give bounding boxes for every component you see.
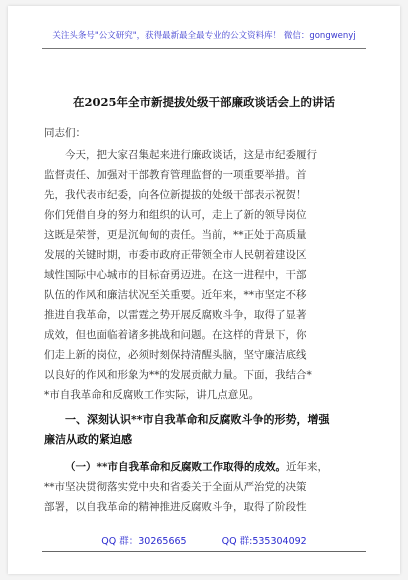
subsection-heading-tail: 近年来， [285, 461, 328, 473]
section-heading-line: 廉洁从政的紧迫感 [44, 433, 132, 446]
paragraph-line: 推进自我革命，以雷霆之势开展反腐败斗争，取得了显著 [44, 309, 307, 321]
paragraph-line: 以良好的作风和形象为**的发展贡献力量。下面，我结合* [44, 369, 312, 381]
paragraph-line: 你们凭借自身的努力和组织的认可，走上了新的领导岗位 [44, 209, 307, 221]
subsection [44, 457, 364, 517]
paragraph-line: 先，我代表市纪委，向各位新提拔的处级干部表示祝贺！ [44, 189, 307, 201]
document-page [8, 6, 400, 574]
paragraph-line: 发展的关键时期，市委市政府正带领全市人民朝着建设区 [44, 249, 307, 261]
footer-divider [42, 551, 366, 552]
paragraph-line: 今天，把大家召集起来进行廉政谈话，这是市纪委履行 [65, 149, 317, 161]
footer [8, 533, 400, 547]
footer-qq-group-2: QQ 群:535304092 [221, 536, 307, 547]
paragraph-line: **市坚决贯彻落实党中央和省委关于全面从严治党的决策 [44, 481, 307, 493]
paragraph-line: 队伍的作风和廉洁状况至关重要。近年来，**市坚定不移 [44, 289, 307, 301]
section-heading-line: 一、深刻认识**市自我革命和反腐败斗争的形势，增强 [65, 413, 330, 426]
document-title: 在2025年全市新提拔处级干部廉政谈话会上的讲话 [72, 95, 335, 109]
paragraph-line: 监督责任、加强对干部教育管理监督的一项重要举措。首 [44, 169, 307, 181]
salutation-text: 同志们： [44, 127, 86, 139]
footer-qq-group-1: QQ 群：30265665 [101, 536, 187, 547]
salutation [44, 123, 364, 143]
section-heading [44, 410, 364, 450]
paragraph-line: 域性国际中心城市的目标奋勇迈进。在这一进程中，干部 [44, 269, 307, 281]
paragraph-line: 成效，但也面临着诸多挑战和问题。在这样的背景下，你 [44, 329, 307, 341]
header-note: 关注头条号"公文研究"，获得最新最全最专业的公文资料库！ 微信：gongwenyj [52, 31, 356, 41]
header-divider [42, 48, 366, 49]
paragraph-line: 们走上新的岗位，必须时刻保持清醒头脑，坚守廉洁底线 [44, 349, 307, 361]
paragraph-line: 这既是荣誉，更是沉甸甸的责任。当前，**正处于高质量 [44, 229, 307, 241]
paragraph-line: 部署，以自我革命的精神推进反腐败斗争，取得了阶段性 [44, 501, 307, 513]
paragraph-intro [44, 145, 364, 405]
paragraph-line: *市自我革命和反腐败工作实际，讲几点意见。 [44, 389, 260, 401]
subsection-heading: （一）**市自我革命和反腐败工作取得的成效。 [65, 461, 286, 473]
subsection-first-line [44, 457, 364, 477]
